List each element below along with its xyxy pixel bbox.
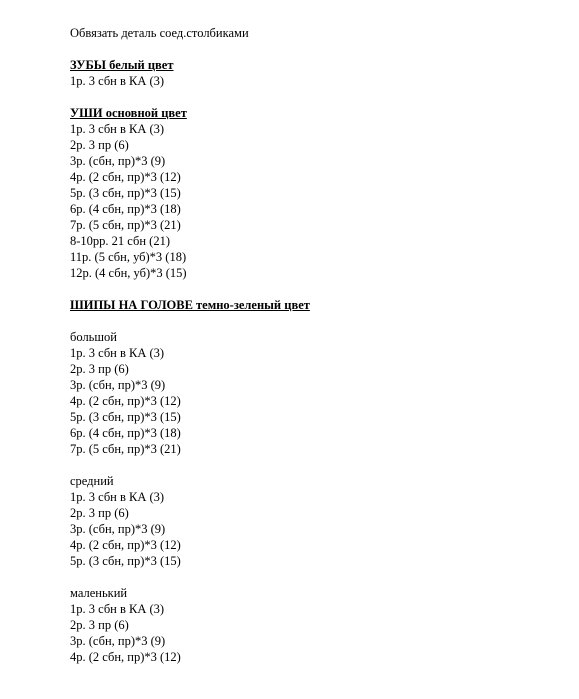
row-line: 3р. (сбн, пр)*3 (9) — [70, 378, 166, 392]
row-line: 1р. 3 сбн в КА (3) — [70, 122, 165, 136]
row-line: 7р. (5 сбн, пр)*3 (21) — [70, 442, 181, 456]
spacer — [70, 41, 560, 57]
spacer — [70, 457, 560, 473]
row-line: 1р. 3 сбн в КА (3) — [70, 602, 165, 616]
row-line: 1р. 3 сбн в КА (3) — [70, 490, 165, 504]
row-line: 7р. (5 сбн, пр)*3 (21) — [70, 218, 181, 232]
spacer — [70, 89, 560, 105]
row-line: 2р. 3 пр (6) — [70, 618, 129, 632]
row-line: 5р. (3 сбн, пр)*3 (15) — [70, 186, 181, 200]
row-line: 1р. 3 сбн в КА (3) — [70, 346, 165, 360]
spacer — [70, 281, 560, 297]
spacer — [70, 569, 560, 585]
row-line: 11р. (5 сбн, уб)*3 (18) — [70, 250, 187, 264]
section-heading-ears: УШИ основной цвет — [70, 106, 187, 120]
row-line: 6р. (4 сбн, пр)*3 (18) — [70, 202, 181, 216]
row-line: 6р. (4 сбн, пр)*3 (18) — [70, 426, 181, 440]
row-line: 3р. (сбн, пр)*3 (9) — [70, 634, 166, 648]
row-line: 1р. 3 сбн в КА (3) — [70, 74, 165, 88]
row-line: 4р. (2 сбн, пр)*3 (12) — [70, 170, 181, 184]
row-line: 2р. 3 пр (6) — [70, 506, 129, 520]
document-body — [70, 25, 560, 665]
row-line: 3р. (сбн, пр)*3 (9) — [70, 154, 166, 168]
subsection-title-medium: средний — [70, 474, 114, 488]
row-line: 4р. (2 сбн, пр)*3 (12) — [70, 650, 181, 664]
row-line: 12р. (4 сбн, уб)*3 (15) — [70, 266, 187, 280]
row-line: 8-10рр. 21 сбн (21) — [70, 234, 170, 248]
row-line: 2р. 3 пр (6) — [70, 362, 129, 376]
row-line: 4р. (2 сбн, пр)*3 (12) — [70, 538, 181, 552]
row-line: 3р. (сбн, пр)*3 (9) — [70, 522, 166, 536]
row-line: 2р. 3 пр (6) — [70, 138, 129, 152]
section-heading-teeth: ЗУБЫ белый цвет — [70, 58, 174, 72]
section-heading-spikes: ШИПЫ НА ГОЛОВЕ темно-зеленый цвет — [70, 298, 310, 312]
intro-text: Обвязать деталь соед.столбиками — [70, 26, 249, 40]
row-line: 4р. (2 сбн, пр)*3 (12) — [70, 394, 181, 408]
subsection-title-small: маленький — [70, 586, 128, 600]
row-line: 5р. (3 сбн, пр)*3 (15) — [70, 410, 181, 424]
spacer — [70, 313, 560, 329]
row-line: 5р. (3 сбн, пр)*3 (15) — [70, 554, 181, 568]
subsection-title-large: большой — [70, 330, 117, 344]
